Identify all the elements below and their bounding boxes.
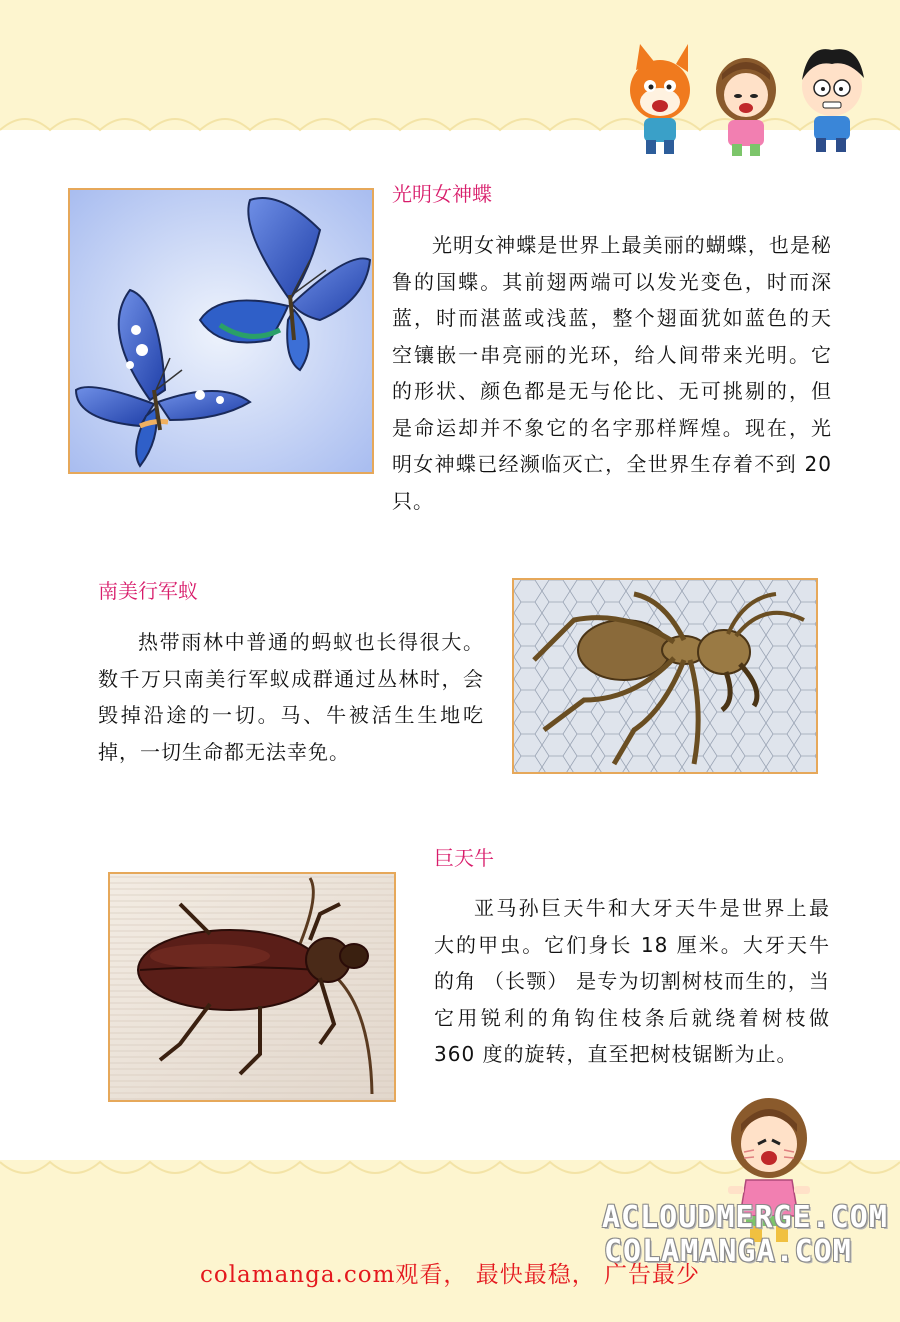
section-body-army-ant: 热带雨林中普通的蚂蚁也长得很大。数千万只南美行军蚁成群通过丛林时，会毁掉沿途的一切。马、牛被活生生地吃掉，一切生命都无法幸免。 bbox=[98, 630, 484, 764]
section-body-butterfly: 光明女神蝶是世界上最美丽的蝴蝶，也是秘鲁的国蝶。其前翅两端可以发光变色，时而深蓝，时而湛蓝或浅蓝，整个翅面犹如蓝色的天空镶嵌一串亮丽的光环，给人间带来光明。它的形状、颜色都是无与伦比、无可挑剔的，但是命运却并不象它的名字那样辉煌。现在，光明女神蝶已经濒临灭亡，全世界生存着不到 20 只。 bbox=[392, 233, 832, 513]
section-body-giant-beetle: 亚马孙巨天牛和大牙天牛是世界上最大的甲虫。它们身长 18 厘米。大牙天牛的角 （长颚） 是专为切割树枝而生的，当它用锐利的角钩住枝条后就绕着树枝做 360 度的旋转，直至把树枝锯断为止。 bbox=[434, 896, 830, 1066]
watermark-acloudmerge: ACLOUDMERGE.COM bbox=[602, 1200, 888, 1235]
boy-character-icon bbox=[802, 49, 864, 152]
butterfly-icon bbox=[70, 190, 372, 472]
cartoon-characters-illustration bbox=[618, 40, 888, 160]
ant-icon bbox=[514, 580, 816, 772]
girl-character-icon bbox=[716, 58, 776, 156]
promo-text: colamanga.com观看， 最快最稳， 广告最少 bbox=[199, 1262, 701, 1288]
section-title-army-ant: 南美行军蚁 bbox=[98, 579, 198, 603]
butterfly-photo bbox=[68, 188, 374, 474]
army-ant-photo bbox=[512, 578, 818, 774]
beetle-icon bbox=[110, 874, 394, 1100]
giant-beetle-photo bbox=[108, 872, 396, 1102]
section-title-butterfly: 光明女神蝶 bbox=[392, 182, 492, 206]
section-title-giant-beetle: 巨天牛 bbox=[434, 846, 494, 870]
watermark-colamanga: COLAMANGA.COM bbox=[604, 1234, 852, 1269]
cat-character-icon bbox=[630, 44, 690, 154]
